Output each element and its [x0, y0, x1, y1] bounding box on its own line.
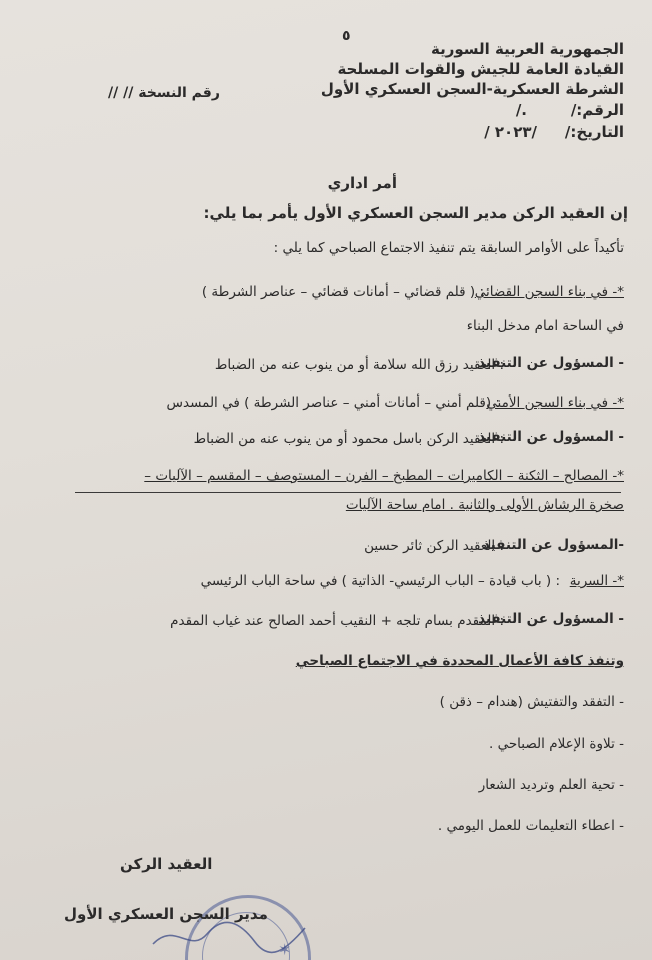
header-ref-value: /. — [515, 101, 527, 119]
section-2-heading: *- في بناء السجن الأمني — [486, 395, 624, 411]
section-3-heading: *- المصالح – الثكنة – الكاميرات – المطبخ – الفرن – المستوصف – المقسم – الآليات – — [144, 468, 624, 484]
signature-position: مدير السجن العسكري الأول — [64, 905, 268, 923]
section-3-resp-value: : العقيد الركن ثائر حسين — [364, 538, 504, 554]
section-1-resp-value: : العقيد رزق الله سلامة أو من ينوب عنه من الضباط — [214, 357, 504, 373]
task-item-3: - تحية العلم وترديد الشعار — [478, 777, 624, 793]
copy-number: رقم النسخة // // — [108, 85, 220, 101]
section-3-underline — [75, 492, 621, 493]
section-1-location: في الساحة امام مدخل البناء — [466, 318, 624, 334]
section-4-resp-label: - المسؤول عن التنفيذ — [478, 611, 624, 627]
section-4-resp-value: : المقدم بسام تلجه + النقيب أحمد الصالح عند غياب المقدم — [170, 613, 504, 629]
section-3-resp-label: -المسؤول عن التنفيذ — [482, 537, 624, 553]
header-command: القيادة العامة للجيش والقوات المسلحة — [337, 60, 624, 78]
header-ref-label: الرقم:/ — [570, 101, 624, 119]
header-unit: الشرطة العسكرية-السجن العسكري الأول — [320, 80, 624, 98]
section-1-heading: *- في بناء السجن القضائي — [474, 284, 624, 300]
signature-rank: العقيد الركن — [120, 855, 213, 873]
section-4-detail: : ( باب قيادة – الباب الرئيسي- الذاتية ) في ساحة الباب الرئيسي — [200, 573, 560, 589]
section-2-resp-label: - المسؤول عن التنفيذ — [478, 429, 624, 445]
header-date-label: التاريخ:/ — [564, 123, 624, 141]
header-date-value: / ٢٠٢٣/ — [484, 123, 537, 141]
section-4-heading: *- السرية — [569, 573, 624, 589]
task-item-2: - تلاوة الإعلام الصباحي . — [488, 736, 624, 752]
document-mark: ٥ — [342, 28, 351, 44]
section-1-resp-label: - المسؤول عن التنفيذ — [478, 355, 624, 371]
tasks-heading: وتنفذ كافة الأعمال المحددة في الاجتماع الصباحي — [295, 653, 624, 669]
section-3-detail: صخرة الرشاش الأولى والثانية . امام ساحة الآليات — [345, 497, 624, 513]
task-item-1: - التفقد والتفتيش (هندام – ذقن ) — [439, 694, 624, 710]
task-item-4: - اعطاء التعليمات للعمل اليومي . — [437, 818, 624, 834]
order-intro: إن العقيد الركن مدير السجن العسكري الأول يأمر بما يلي: — [203, 204, 628, 222]
stamp-star-icon: ✶ — [278, 940, 292, 959]
section-2-detail: : (قلم أمني – أمانات أمني – عناصر الشرطة ) في المسدس — [166, 395, 500, 411]
section-1-detail: : ( قلم قضائي – أمانات قضائي – عناصر الشرطة ) — [201, 284, 484, 300]
document-title: أمر اداري — [327, 174, 397, 192]
section-2-resp-value: : العقيد الركن باسل محمود أو من ينوب عنه من الضباط — [193, 431, 504, 447]
header-country: الجمهورية العربية السورية — [431, 40, 624, 58]
order-lead: تأكيداً على الأوامر السابقة يتم تنفيذ الاجتماع الصباحي كما يلي : — [273, 240, 624, 256]
